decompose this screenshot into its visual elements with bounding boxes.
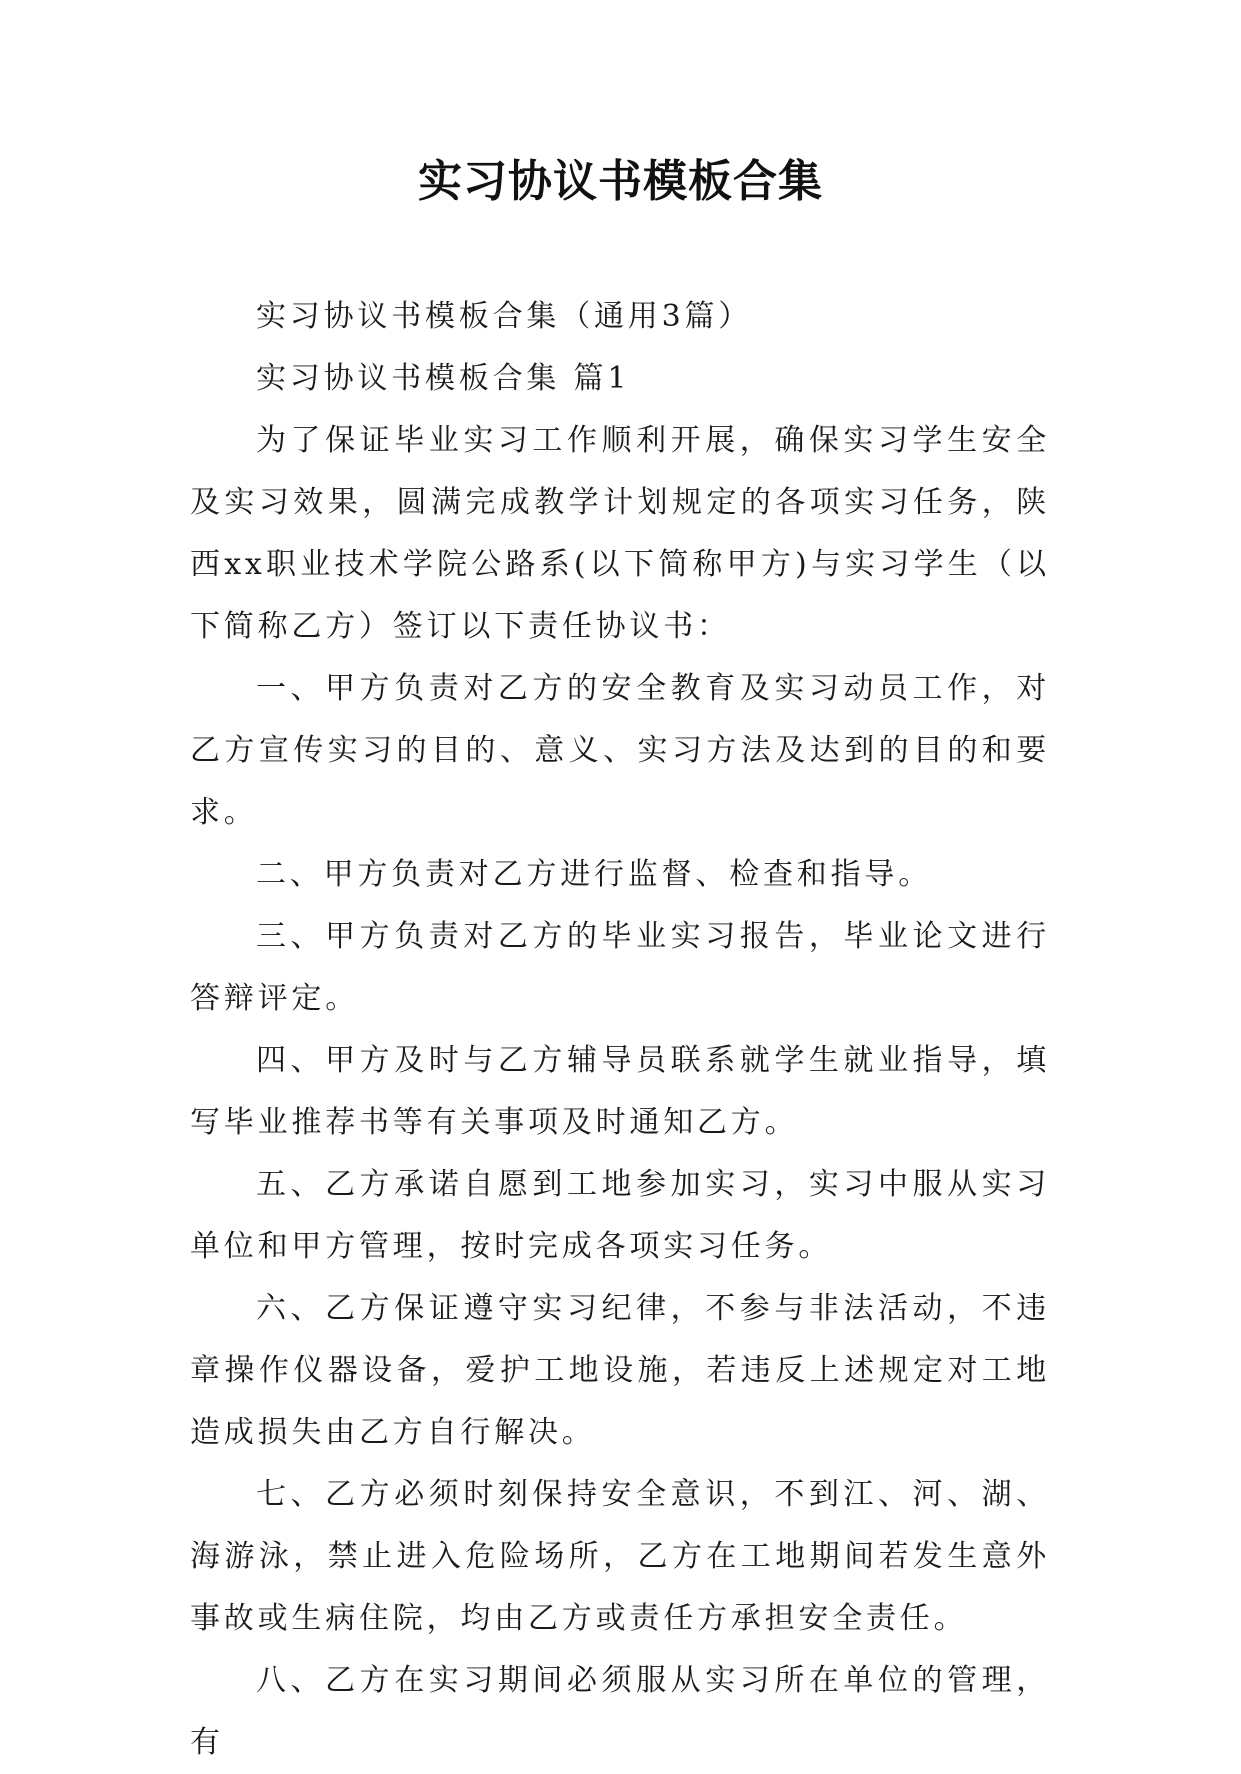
document-body — [190, 286, 1050, 1774]
clause-1: 一、甲方负责对乙方的安全教育及实习动员工作，对乙方宣传实习的目的、意义、实习方法及达到的目的和要求。 — [190, 671, 1050, 830]
clause-6: 六、乙方保证遵守实习纪律，不参与非法活动，不违章操作仪器设备，爱护工地设施，若违反上述规定对工地造成损失由乙方自行解决。 — [190, 1291, 1050, 1450]
document-title: 实习协议书模板合集 — [418, 156, 823, 207]
clause-5: 五、乙方承诺自愿到工地参加实习，实习中服从实习单位和甲方管理，按时完成各项实习任务。 — [190, 1167, 1050, 1264]
clause-4: 四、甲方及时与乙方辅导员联系就学生就业指导，填写毕业推荐书等有关事项及时通知乙方。 — [190, 1043, 1050, 1140]
clause-7: 七、乙方必须时刻保持安全意识，不到江、河、湖、海游泳，禁止进入危险场所，乙方在工地期间若发生意外事故或生病住院，均由乙方或责任方承担安全责任。 — [190, 1477, 1050, 1636]
subtitle-collection: 实习协议书模板合集（通用3篇） — [256, 299, 753, 334]
clause-2: 二、甲方负责对乙方进行监督、检查和指导。 — [256, 857, 932, 892]
clause-3: 三、甲方负责对乙方的毕业实习报告，毕业论文进行答辩评定。 — [190, 919, 1050, 1016]
intro-paragraph: 为了保证毕业实习工作顺利开展，确保实习学生安全及实习效果，圆满完成教学计划规定的各项实习任务，陕西xx职业技术学院公路系(以下简称甲方)与实习学生（以下简称乙方）签订以下责任协议书： — [190, 423, 1050, 644]
section-heading: 实习协议书模板合集 篇1 — [256, 361, 631, 396]
clause-8: 八、乙方在实习期间必须服从实习所在单位的管理，有 — [190, 1663, 1050, 1760]
